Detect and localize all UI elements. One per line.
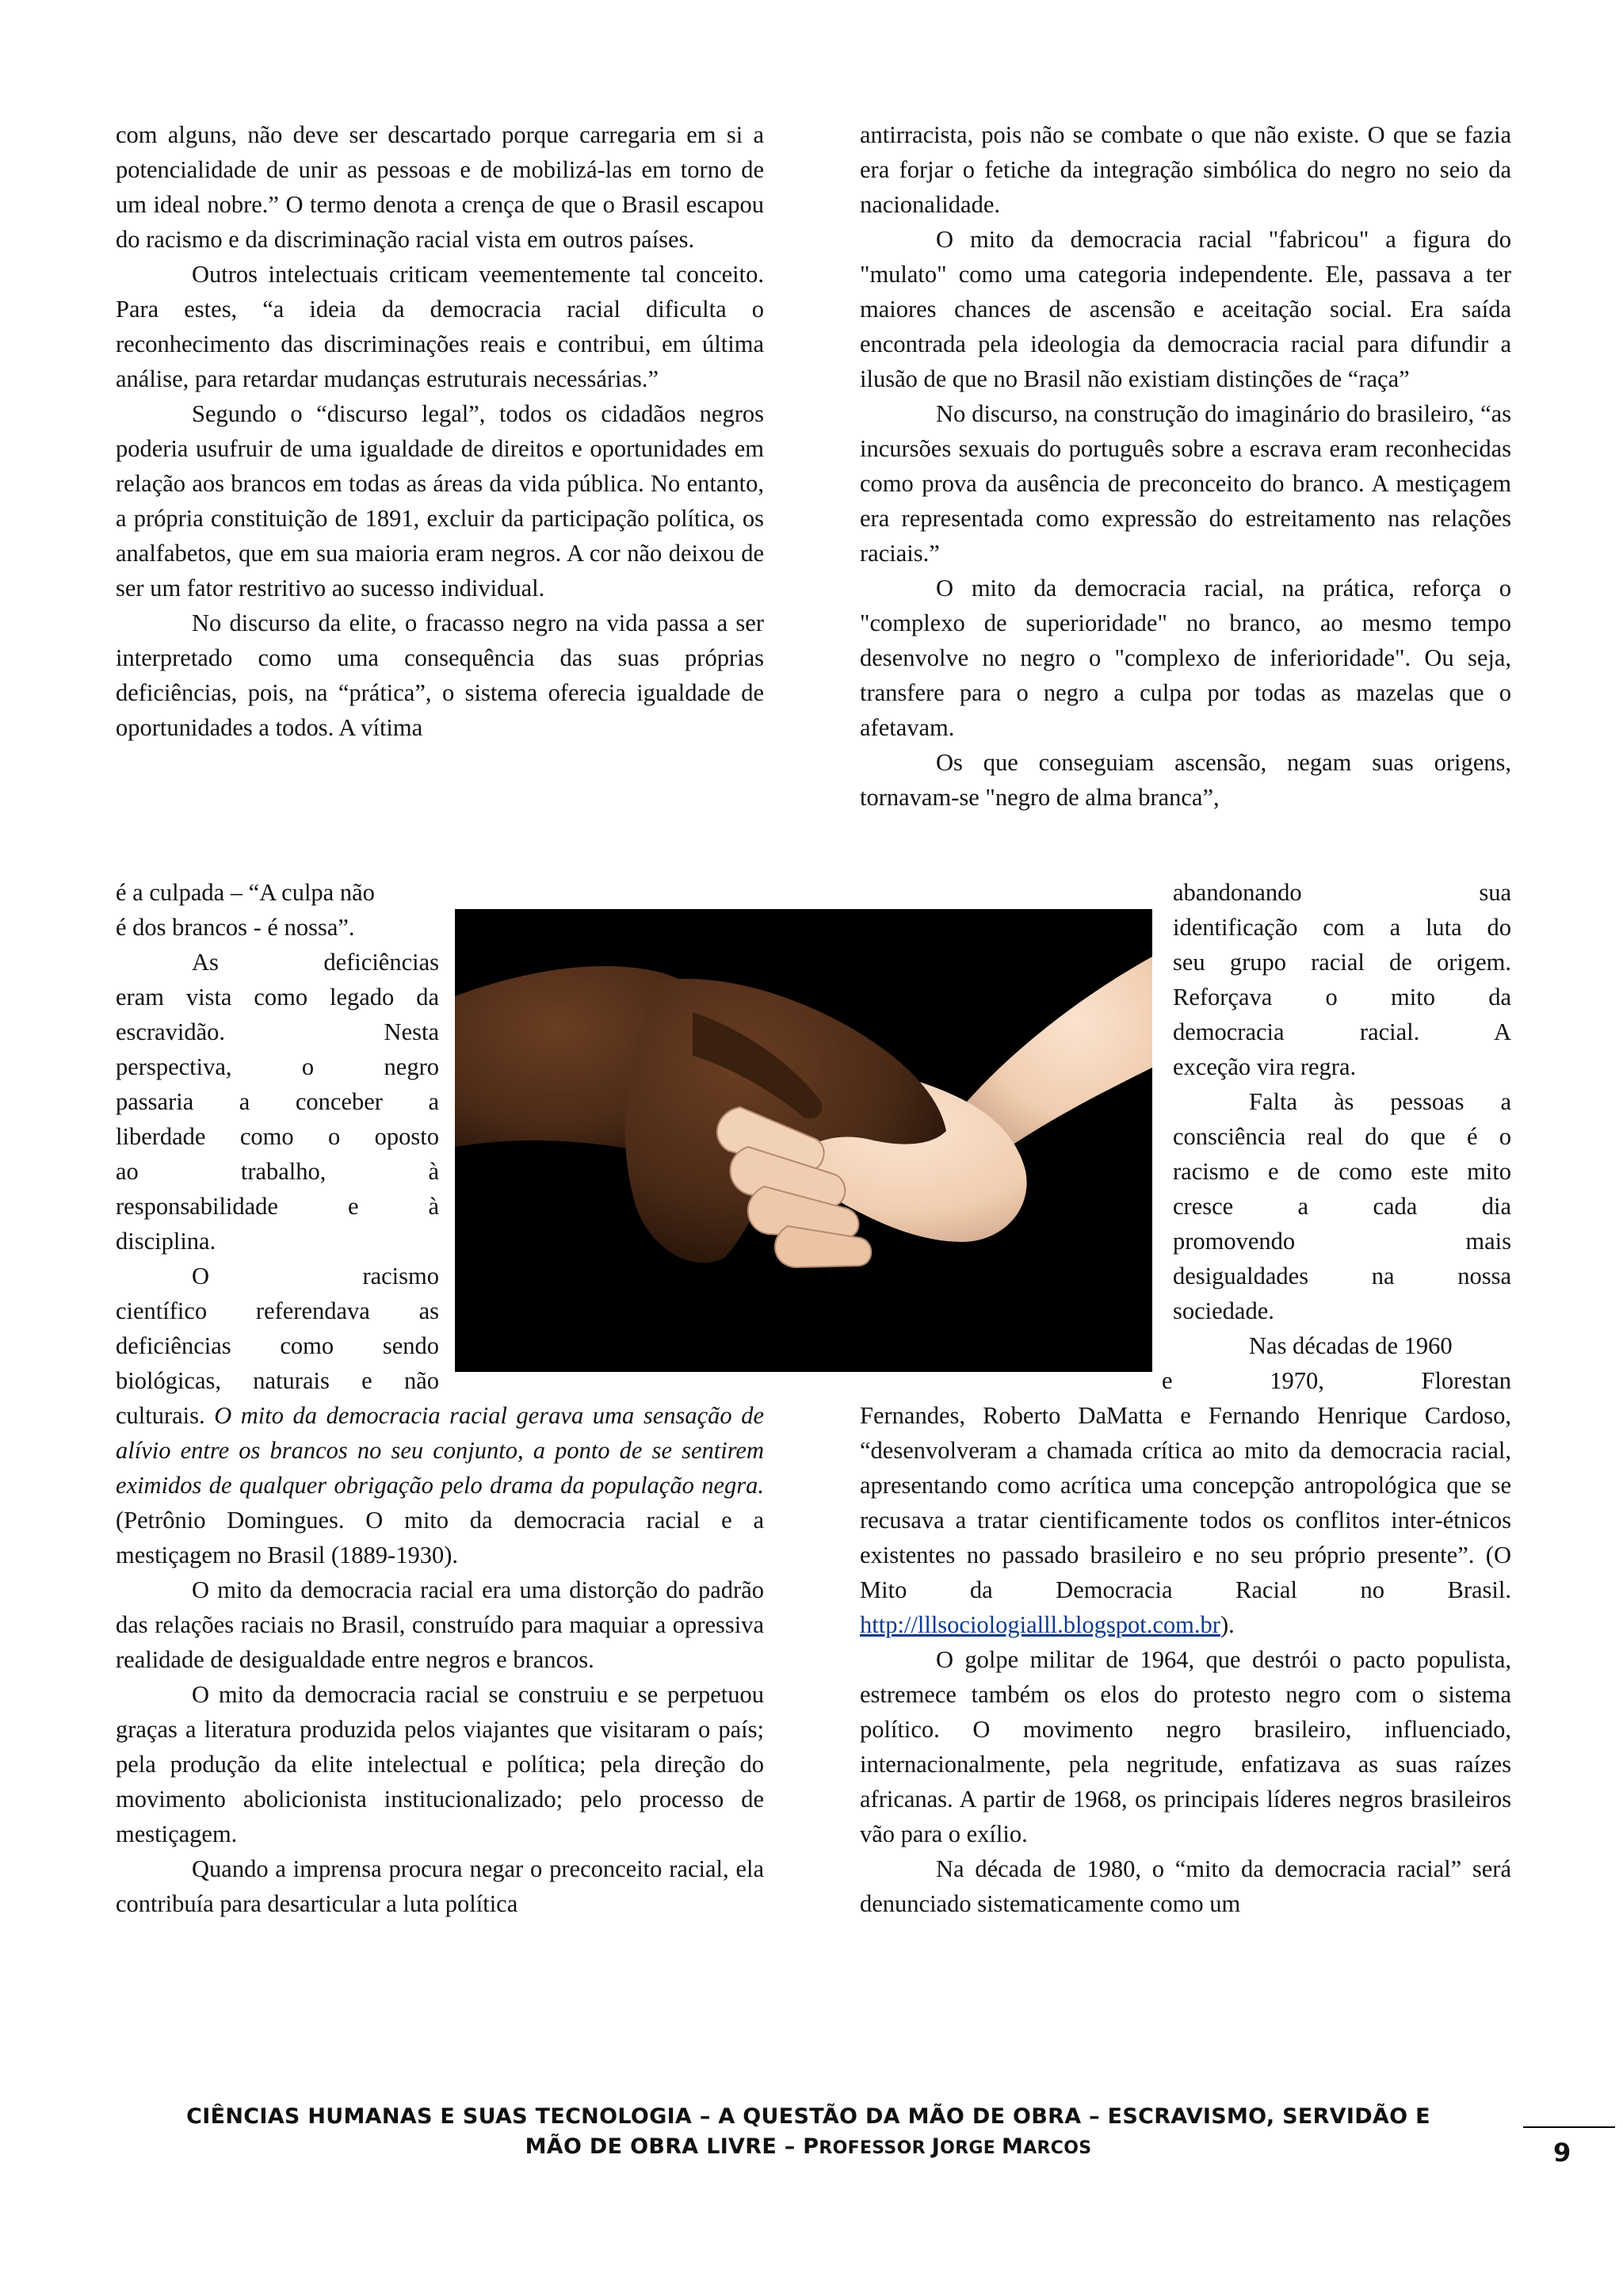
right-wrap-line: desigualdades na nossa: [1173, 1263, 1511, 1289]
footer-author-initial: P: [803, 2134, 819, 2159]
right-column-bottom: [860, 1398, 1511, 1921]
footer-line-2: [95, 2132, 1522, 2164]
footer-author-part: ORGE: [940, 2138, 1002, 2158]
footer-rule: [1523, 2126, 1615, 2128]
footer-author-part: ROFESSOR: [819, 2138, 932, 2158]
right-wrap-line: exceção vira regra.: [1173, 1053, 1357, 1080]
right-wrap-line: democracia racial. A: [1173, 1018, 1511, 1045]
footer-author-initial: M: [1002, 2134, 1024, 2159]
right-wrap-line: Falta às pessoas a: [1249, 1088, 1511, 1115]
right-paragraph-7: O golpe militar de 1964, que destrói o pacto populista, estremece também os elos do protesto negro com o sistema político. O movimento negro brasileiro, influenciado, internacionalmente, pela negritude, enfatizava as suas raízes africanas. A partir de 1968, os principais líderes negros brasileiros vão para o exílio.: [860, 1646, 1511, 1847]
right-paragraph-6-close: ).: [1220, 1611, 1235, 1638]
right-paragraph-5: Os que conseguiam ascensão, negam suas origens, tornavam-se "negro de alma branca”,: [860, 749, 1511, 811]
left-wrap-line: biológicas, naturais e não: [116, 1367, 439, 1394]
left-wrap-line: passaria a conceber a: [116, 1088, 439, 1115]
left-paragraph-6: O mito da democracia racial era uma distorção do padrão das relações raciais no Brasil, construído para maquiar a opressiva realidade de desigualdade entre negros e brancos.: [116, 1576, 764, 1673]
left-wrap-line: é dos brancos - é nossa”.: [116, 914, 355, 941]
right-paragraph-1: antirracista, pois não se combate o que não existe. O que se fazia era forjar o fetiche da integração simbólica do negro no seio da nacionalidade.: [860, 121, 1511, 218]
right-wrap-line: e 1970, Florestan: [1162, 1367, 1511, 1394]
left-wrap-line: eram vista como legado da: [116, 984, 439, 1010]
right-wrap-line: abandonando sua: [1173, 879, 1511, 906]
clasped-hands-illustration: [455, 909, 1152, 1372]
left-paragraph-2: Outros intelectuais criticam veementemente tal conceito. Para estes, “a ideia da democracia racial dificulta o reconhecimento das discriminações reais e contribui, em última análise, para retardar mudanças estruturais necessárias.”: [116, 261, 764, 392]
right-wrap-line: sociedade.: [1173, 1297, 1274, 1324]
clasped-hands-photo: [455, 909, 1152, 1372]
left-paragraph-5: [116, 1398, 764, 1572]
left-wrap-line: disciplina.: [116, 1228, 216, 1255]
left-wrap-line: ao trabalho, à: [116, 1158, 439, 1185]
left-wrap-line: liberdade como o oposto: [116, 1123, 439, 1150]
footer-author-part: ARCOS: [1023, 2138, 1092, 2158]
right-paragraph-6: [860, 1398, 1511, 1642]
right-wrap-line: Nas décadas de 1960: [1249, 1332, 1453, 1359]
left-wrap-line: perspectiva, o negro: [116, 1053, 439, 1080]
left-paragraph-5-quote: O mito da democracia racial gerava uma sensação de alívio entre os brancos no seu conjunto, a ponto de se sentirem eximidos de qualquer obrigação pelo drama da população negra.: [116, 1402, 764, 1499]
left-wrap-line: científico referendava as: [116, 1297, 439, 1324]
footer-author-initial: J: [931, 2134, 941, 2159]
left-wrap-line: deficiências como sendo: [116, 1332, 439, 1359]
left-paragraph-4: No discurso da elite, o fracasso negro na vida passa a ser interpretado como uma consequência das suas próprias deficiências, pois, na “prática”, o sistema oferecia igualdade de oportunidades a todos. A vítima: [116, 609, 764, 741]
right-wrap-line: identificação com a luta do: [1173, 914, 1511, 941]
right-wrap-line: promovendo mais: [1173, 1228, 1511, 1255]
left-paragraph-5-citation: (Petrônio Domingues. O mito da democracia racial e a mestiçagem no Brasil (1889-1930).: [116, 1507, 764, 1568]
left-wrap-line: responsabilidade e à: [116, 1193, 439, 1220]
left-paragraph-3: Segundo o “discurso legal”, todos os cidadãos negros poderia usufruir de uma igualdade de direitos e oportunidades em relação aos brancos em todas as áreas da vida pública. No entanto, a própria constituição de 1891, excluir da participação política, os analfabetos, que em sua maioria eram negros. A cor não deixou de ser um fator restritivo ao sucesso individual.: [116, 400, 764, 602]
right-wrap-line: cresce a cada dia: [1173, 1193, 1511, 1220]
left-wrap-line: é a culpada – “A culpa não: [116, 879, 375, 906]
footer-title: [95, 2102, 1522, 2164]
right-paragraph-2: O mito da democracia racial "fabricou" a figura do "mulato" como uma categoria independente. Ele, passava a ter maiores chances de ascensão e aceitação social. Era saída encontrada pela ideologia da democracia racial para difundir a ilusão de que no Brasil não existiam distinções de “raça”: [860, 226, 1511, 392]
left-wrap-line: escravidão. Nesta: [116, 1018, 439, 1045]
right-wrap-line: seu grupo racial de origem.: [1173, 949, 1511, 976]
source-link[interactable]: http://lllsociologialll.blogspot.com.br: [860, 1611, 1220, 1638]
footer-line-2-main: MÃO DE OBRA LIVRE –: [525, 2134, 804, 2159]
left-wrap-line: O racismo: [192, 1263, 439, 1289]
footer-line-1: CIÊNCIAS HUMANAS E SUAS TECNOLOGIA – A QUESTÃO DA MÃO DE OBRA – ESCRAVISMO, SERVIDÃO E: [186, 2104, 1430, 2129]
right-wrap-line: racismo e de como este mito: [1173, 1158, 1511, 1185]
left-paragraph-1: com alguns, não deve ser descartado porque carregaria em si a potencialidade de unir as pessoas e de mobilizá-las em torno de um ideal nobre.” O termo denota a crença de que o Brasil escapou do racismo e da discriminação racial vista em outros países.: [116, 121, 764, 253]
right-column-top: [860, 117, 1511, 815]
right-paragraph-6-text: Fernandes, Roberto DaMatta e Fernando Henrique Cardoso, “desenvolveram a chamada crítica ao mito da democracia racial, apresentando como acrítica uma concepção antropológica que se recusava a tratar cientificamente todos os conflitos inter-étnicos existentes no passado brasileiro e no seu próprio presente”. (O Mito da Democracia Racial no Brasil.: [860, 1402, 1511, 1603]
right-wrap-line: Reforçava o mito da: [1173, 984, 1511, 1010]
left-column-top: [116, 117, 764, 745]
left-column-bottom: [116, 1398, 764, 1921]
right-paragraph-3: No discurso, na construção do imaginário do brasileiro, “as incursões sexuais do português sobre a escrava eram reconhecidas como prova da ausência de preconceito do branco. A mestiçagem era representada como expressão do estreitamento nas relações raciais.”: [860, 400, 1511, 567]
right-paragraph-4: O mito da democracia racial, na prática, reforça o "complexo de superioridade" no branco, ao mesmo tempo desenvolve no negro o "complexo de inferioridade". Ou seja, transfere para o negro a culpa por todas as mazelas que o afetavam.: [860, 575, 1511, 741]
right-wrap-line: consciência real do que é o: [1173, 1123, 1511, 1150]
left-paragraph-7: O mito da democracia racial se construiu e se perpetuou graças a literatura produzida pelos viajantes que visitaram o país; pela produção da elite intelectual e política; pela direção do movimento abolicionista institucionalizado; pelo processo de mestiçagem.: [116, 1681, 764, 1847]
page-number: 9: [1553, 2137, 1571, 2168]
left-paragraph-8: Quando a imprensa procura negar o preconceito racial, ela contribuía para desarticular a luta política: [116, 1855, 764, 1917]
left-paragraph-5-start: culturais.: [116, 1402, 205, 1429]
left-wrap-line: As deficiências: [192, 949, 439, 976]
right-paragraph-8: Na década de 1980, o “mito da democracia racial” será denunciado sistematicamente como um: [860, 1855, 1511, 1917]
